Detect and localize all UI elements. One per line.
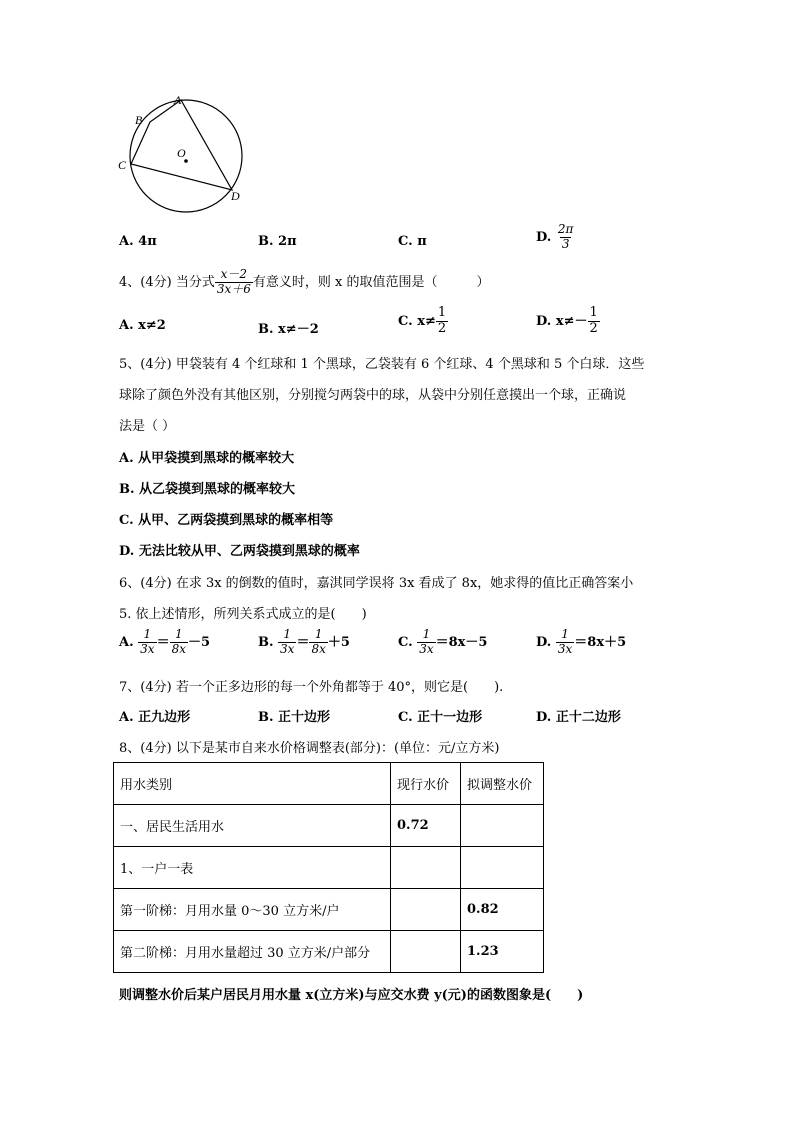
label-b: B <box>135 113 143 127</box>
table-row <box>114 847 544 889</box>
q7-option-b: B. 正十边形 <box>258 710 331 725</box>
q6-option-d: D. $\frac{1}{3x}$ ＝8x＋5 <box>536 627 627 656</box>
q4-stem: 4、(4分) 当分式 $\frac{x-2}{3x+6}$ 有意义时，则 x 的取值范围是（ ） <box>119 267 490 296</box>
table-header-row <box>114 763 544 805</box>
q5-option-d: D. 无法比较从甲、乙两袋摸到黑球的概率 <box>119 544 360 559</box>
circle <box>130 100 242 212</box>
q7-option-a: A. 正九边形 <box>119 710 191 725</box>
q5-option-c: C. 从甲、乙两袋摸到黑球的概率相等 <box>119 513 334 528</box>
table-cell: 第二阶梯：月用水量超过 30 立方米/户部分 <box>114 931 391 973</box>
q5-line3: 法是（ ） <box>119 419 176 434</box>
q7-stem: 7、(4分) 若一个正多边形的每一个外角都等于 40°，则它是( ). <box>119 680 504 695</box>
label-a: A <box>174 93 182 107</box>
quadrilateral-abcd <box>131 100 232 190</box>
header-current-price: 现行水价 <box>391 763 461 805</box>
q6-line2: 5. 依上述情形，所列关系式成立的是( ) <box>119 607 367 622</box>
q8-stem: 8、(4分) 以下是某市自来水价格调整表(部分)：(单位：元/立方米) <box>119 741 500 756</box>
label-c: C <box>118 158 127 172</box>
table-cell: 一、居民生活用水 <box>114 805 391 847</box>
table-cell <box>391 889 461 931</box>
circle-figure <box>110 88 250 218</box>
table-cell: 第一阶梯：月用水量 0～30 立方米/户 <box>114 889 391 931</box>
q6-option-b: B. $\frac{1}{3x}$ ＝ $\frac{1}{8x}$ ＋5 <box>258 627 350 656</box>
table-cell: 0.82 <box>461 889 544 931</box>
table-row <box>114 889 544 931</box>
q5-option-a: A. 从甲袋摸到黑球的概率较大 <box>119 451 295 466</box>
q3-option-a: A. 4π <box>119 234 157 249</box>
q5-line2: 球除了颜色外没有其他区别，分别搅匀两袋中的球，从袋中分别任意摸出一个球，正确说 <box>119 388 627 403</box>
q5-option-b: B. 从乙袋摸到黑球的概率较大 <box>119 482 296 497</box>
table-cell: 1.23 <box>461 931 544 973</box>
q6-line1: 6、(4分) 在求 3x 的倒数的值时，嘉淇同学误将 3x 看成了 8x，她求得的值比正确答案小 <box>119 576 634 591</box>
label-o: O <box>177 146 186 160</box>
q3-option-b: B. 2π <box>258 234 297 249</box>
table-cell <box>391 847 461 889</box>
water-price-table <box>113 762 544 973</box>
q6-option-a: A. $\frac{1}{3x}$ ＝ $\frac{1}{8x}$ －5 <box>119 627 211 656</box>
q7-option-d: D. 正十二边形 <box>536 710 621 725</box>
table-cell <box>391 931 461 973</box>
table-cell <box>461 847 544 889</box>
table-row <box>114 805 544 847</box>
table-cell <box>461 805 544 847</box>
q4-option-b: B. x≠－2 <box>258 322 319 337</box>
table-cell: 1、一户一表 <box>114 847 391 889</box>
q8-after-table: 则调整水价后某户居民月用水量 x(立方米)与应交水费 y(元)的函数图象是( ) <box>119 988 584 1003</box>
q4-option-a: A. x≠2 <box>119 318 166 333</box>
q4-option-c: C. x≠ $\frac{1}{2}$ <box>398 305 447 336</box>
q3-option-d: D. $\frac{2\pi}{3}$ <box>536 222 574 251</box>
table-cell: 0.72 <box>391 805 461 847</box>
q5-line1: 5、(4分) 甲袋装有 4 个红球和 1 个黑球，乙袋装有 6 个红球、4 个黑球和 5 个白球．这些 <box>119 357 645 372</box>
label-d: D <box>231 189 240 203</box>
header-category: 用水类别 <box>114 763 391 805</box>
q6-option-c: C. $\frac{1}{3x}$ ＝8x－5 <box>398 627 488 656</box>
q7-option-c: C. 正十一边形 <box>398 710 483 725</box>
header-proposed-price: 拟调整水价 <box>461 763 544 805</box>
q3-option-c: C. π <box>398 234 427 249</box>
table-row <box>114 931 544 973</box>
q4-option-d: D. x≠－ $\frac{1}{2}$ <box>536 305 598 336</box>
